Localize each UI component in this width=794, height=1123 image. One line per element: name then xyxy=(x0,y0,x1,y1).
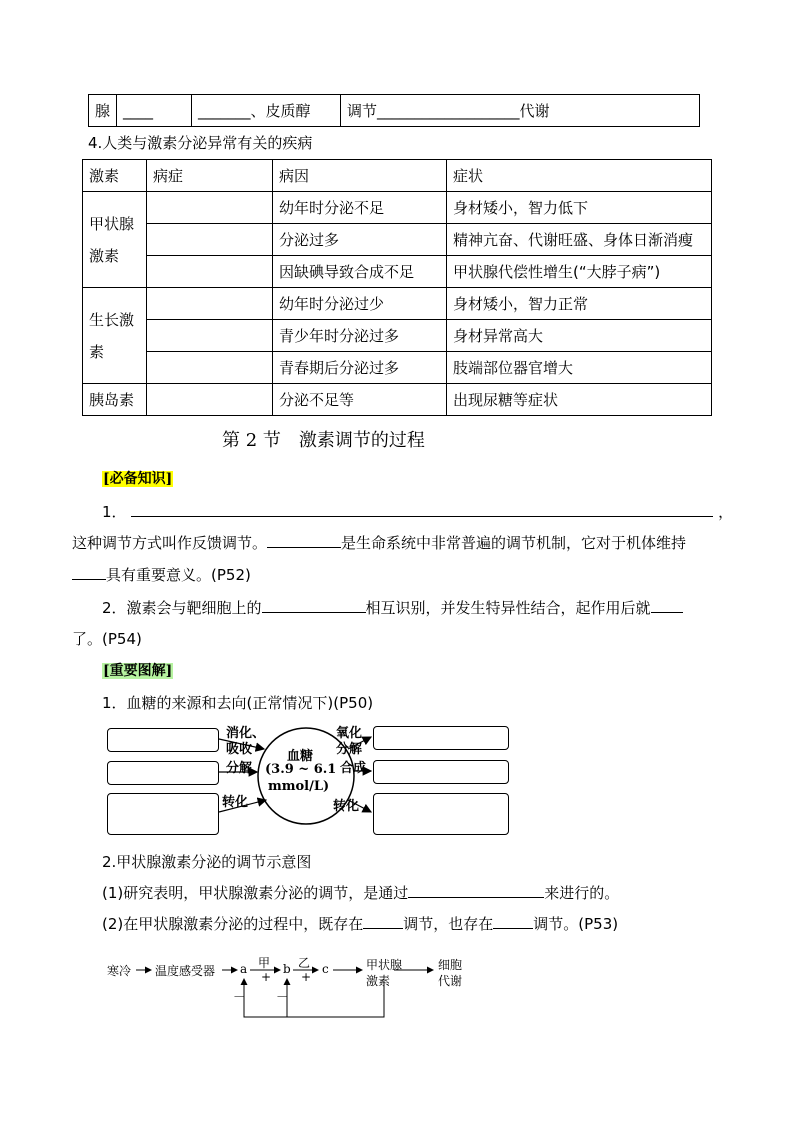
hormone-label-line2: 素 xyxy=(89,342,105,361)
glucose-sink-label-1: 氧化 xyxy=(336,726,363,741)
diagram-tag-label: [重要图解] xyxy=(103,663,173,679)
glucose-sink-label-3: 合成 xyxy=(340,761,367,776)
cell-metabolism-line1: 细胞 xyxy=(438,958,463,972)
answer-blank xyxy=(493,914,533,929)
symptom-cell: 身材异常高大 xyxy=(447,320,712,352)
thyroid-hormone-line2: 激素 xyxy=(366,974,391,988)
minus-b: － xyxy=(276,990,289,1004)
node-b: b xyxy=(283,962,291,976)
cause-cell: 因缺碘导致合成不足 xyxy=(273,256,447,288)
plus-2: + xyxy=(301,970,312,984)
diagram-2-q1-b: 来进行的。 xyxy=(544,884,620,902)
glucose-source-label-3: 分解 xyxy=(226,761,253,776)
knowledge-1-number: 1． xyxy=(102,503,127,521)
cell-metabolism-line2: 代谢 xyxy=(438,974,463,988)
diagram-2-q2-a: (2)在甲状腺激素分泌的过程中，既存在 xyxy=(102,915,364,933)
top-table-c1: 腺 xyxy=(89,95,117,127)
answer-blank xyxy=(408,883,544,898)
hormone-cell: 胰岛素 xyxy=(83,384,147,416)
knowledge-2-line2: 了。(P54) xyxy=(72,630,142,648)
diagram-2-q2-b: 调节，也存在 xyxy=(403,915,494,933)
symptom-cell: 肢端部位器官增大 xyxy=(447,352,712,384)
plus-1: + xyxy=(261,970,272,984)
header-hormone: 激素 xyxy=(83,160,147,192)
knowledge-1-text-a: 这种调节方式叫作反馈调节。 xyxy=(72,534,268,552)
section-title: 第 2 节 激素调节的过程 xyxy=(222,430,425,451)
glucose-center-line2: (3.9 ~ 6.1 xyxy=(265,762,337,777)
knowledge-1-comma: ， xyxy=(718,503,734,521)
header-symptom: 症状 xyxy=(447,160,712,192)
thyroid-hormone-line1: 甲状腺 xyxy=(366,958,403,972)
symptom-cell: 身材矮小，智力正常 xyxy=(447,288,712,320)
top-table-c4: 调节___________________代谢 xyxy=(341,95,700,127)
symptom-cell: 出现尿糖等症状 xyxy=(447,384,712,416)
knowledge-1-text-b: 是生命系统中非常普遍的调节机制，它对于机体维持 xyxy=(341,534,687,552)
cause-cell: 青春期后分泌过多 xyxy=(273,352,447,384)
hormone-label-line1: 生长激 xyxy=(89,310,135,329)
header-disease: 病症 xyxy=(147,160,273,192)
diagram-2-q1-a: (1)研究表明，甲状腺激素分泌的调节，是通过 xyxy=(102,884,409,902)
cause-cell: 分泌不足等 xyxy=(273,384,447,416)
knowledge-2-text-a: 2．激素会与靶细胞上的 xyxy=(102,599,262,617)
cause-cell: 幼年时分泌过少 xyxy=(273,288,447,320)
glucose-source-label-2: 吸收 xyxy=(226,742,253,757)
cause-cell: 青少年时分泌过多 xyxy=(273,320,447,352)
glucose-source-label-4: 转化 xyxy=(222,795,249,810)
knowledge-2-text-b: 相互识别，并发生特异性结合，起作用后就 xyxy=(365,599,651,617)
minus-a: － xyxy=(233,990,246,1004)
diagram-2-title: 2.甲状腺激素分泌的调节示意图 xyxy=(102,853,312,871)
jia-label: 甲 xyxy=(258,956,271,970)
top-table-c3: _______、皮质醇 xyxy=(192,95,341,127)
feedback-loop xyxy=(244,979,384,1017)
answer-blank xyxy=(363,914,403,929)
symptom-cell: 甲状腺代偿性增生(“大脖子病”) xyxy=(447,256,712,288)
knowledge-tag-label: [必备知识] xyxy=(103,471,173,487)
glucose-sink-label-4: 转化 xyxy=(333,799,360,814)
node-c: c xyxy=(322,962,329,976)
glucose-center-line1: 血糖 xyxy=(287,749,314,764)
glucose-sink-label-2: 分解 xyxy=(336,742,363,757)
cold-label: 寒冷 xyxy=(107,964,132,978)
hormone-label-line1: 甲状腺 xyxy=(89,214,135,233)
symptom-cell: 精神亢奋、代谢旺盛、身体日渐消瘦 xyxy=(447,224,712,256)
diagram-1-title: 1．血糖的来源和去向(正常情况下)(P50) xyxy=(102,694,374,712)
diagram-2-q1 xyxy=(102,883,619,903)
glucose-center-line3: mmol/L) xyxy=(268,779,330,794)
header-cause: 病因 xyxy=(273,160,447,192)
receptor-label: 温度感受器 xyxy=(155,964,216,978)
node-a: a xyxy=(240,962,248,976)
top-table-c2: ____ xyxy=(117,95,192,127)
symptom-cell: 身材矮小，智力低下 xyxy=(447,192,712,224)
cause-cell: 幼年时分泌不足 xyxy=(273,192,447,224)
knowledge-1-text-c: 具有重要意义。(P52) xyxy=(106,566,251,584)
diagram-2-q2-c: 调节。(P53) xyxy=(533,915,619,933)
yi-label: 乙 xyxy=(298,956,311,970)
diagram-2-q2 xyxy=(102,914,618,934)
cause-cell: 分泌过多 xyxy=(273,224,447,256)
hormone-label-line2: 激素 xyxy=(89,246,120,265)
glucose-source-label-1: 消化、 xyxy=(226,726,266,741)
section4-title: 4.人类与激素分泌异常有关的疾病 xyxy=(88,134,313,152)
